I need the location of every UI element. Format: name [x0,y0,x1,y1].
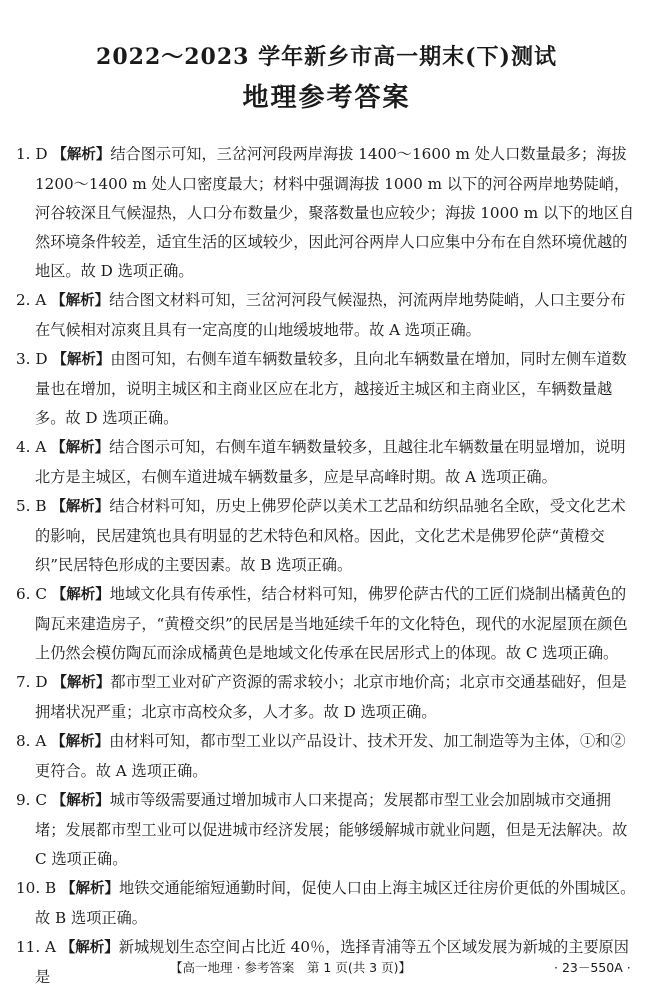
item-number: 1. D [16,145,48,163]
item-number: 4. A [16,438,47,456]
analysis-text: 由材料可知，都市型工业以产品设计、技术开发、加工制造等为主体，①和②更符合。故 A 选项正确。 [35,732,626,780]
analysis-text: 结合图示可知，三岔河河段两岸海拔 1400～1600 m 处人口数量最多；海拔 1200～1400 m 处人口密度最大；材料中强调海拔 1000 m 以下的河谷两岸地势陡峭，河谷较深且气候湿热，人口分布数量少，聚落数量也应较少；海拔 1000 m 以下的地区自然环境条件较差，适宜生活的区域较少，因此河谷两岸人口应集中分布在自然环境优越的地区。故 D 选项正确。 [35,145,635,280]
answer-item-8 [16,727,638,786]
analysis-tag: 【解析】 [60,881,119,897]
analysis-text: 结合图示可知，右侧车道车辆数量较多，且越往北车辆数量在明显增加，说明北方是主城区，右侧车道进城车辆数量多，应是早高峰时期。故 A 选项正确。 [35,438,626,486]
item-number: 9. C [16,791,47,809]
answer-item-4 [16,433,638,492]
item-number: 2. A [16,291,47,309]
analysis-text: 城市等级需要通过增加城市人口来提高；发展都市型工业会加剧城市交通拥堵；发展都市型工业可以促进城市经济发展；能够缓解城市就业问题，但是无法解决。故 C 选项正确。 [35,791,628,868]
item-number: 11. A [16,938,56,956]
item-number: 5. B [16,497,47,515]
analysis-tag: 【解析】 [52,352,111,368]
analysis-tag: 【解析】 [51,499,110,515]
analysis-tag: 【解析】 [51,293,110,309]
analysis-text: 新城规划生态空间占比近 40％，选择青浦等五个区域发展为新城的主要原因是 [35,938,629,986]
analysis-tag: 【解析】 [51,440,110,456]
analysis-text: 地铁交通能缩短通勤时间，促使人口由上海主城区迁往房价更低的外围城区。故 B 选项正确。 [35,879,636,927]
exam-subtitle: 地理参考答案 [242,83,411,113]
answer-item-6 [16,580,638,668]
answer-item-7 [16,668,638,727]
answer-item-1 [16,140,638,286]
exam-title: 2022～2023 学年新乡市高一期末(下)测试 [96,44,557,70]
item-number: 10. B [16,879,57,897]
item-number: 3. D [16,350,48,368]
answer-item-2 [16,286,638,345]
analysis-tag: 【解析】 [51,793,110,809]
analysis-text: 地域文化具有传承性，结合材料可知，佛罗伦萨古代的工匠们烧制出橘黄色的陶瓦来建造房子，“黄橙交织”的民居是当地延续千年的文化特色，现代的水泥屋顶在颜色上仍然会模仿陶瓦而涂成橘黄色是地域文化传承在民居形式上的体现。故 C 选项正确。 [35,585,628,662]
answer-item-9 [16,786,638,874]
footer-page-info: 【高一地理 · 参考答案 第 1 页(共 3 页)】 [170,960,411,975]
page-header [0,40,653,114]
analysis-text: 结合材料可知，历史上佛罗伦萨以美术工艺品和纺织品驰名全欧，受文化艺术的影响，民居建筑也具有明显的艺术特色和风格。因此，文化艺术是佛罗伦萨“黄橙交织”民居特色形成的主要因素。故 B 选项正确。 [35,497,626,574]
analysis-text: 都市型工业对矿产资源的需求较小；北京市地价高；北京市交通基础好，但是拥堵状况严重；北京市高校众多，人才多。故 D 选项正确。 [35,673,627,721]
answer-item-3 [16,345,638,433]
item-number: 8. A [16,732,47,750]
analysis-tag: 【解析】 [51,734,110,750]
analysis-tag: 【解析】 [60,940,119,956]
analysis-text: 结合图文材料可知，三岔河河段气候湿热，河流两岸地势陡峭，人口主要分布在气候相对凉爽且具有一定高度的山地缓坡地带。故 A 选项正确。 [35,291,626,339]
analysis-tag: 【解析】 [51,587,110,603]
analysis-tag: 【解析】 [52,147,111,163]
answer-list [16,140,638,992]
answer-item-10 [16,874,638,933]
item-number: 6. C [16,585,47,603]
analysis-text: 由图可知，右侧车道车辆数量较多，且向北车辆数量在增加，同时左侧车道数量也在增加，说明主城区和主商业区应在北方，越接近主城区和主商业区，车辆数量越多。故 D 选项正确。 [35,350,627,427]
answer-item-5 [16,492,638,580]
item-number: 7. D [16,673,48,691]
footer-code: · 23－550A · [554,960,631,975]
analysis-tag: 【解析】 [52,675,111,691]
